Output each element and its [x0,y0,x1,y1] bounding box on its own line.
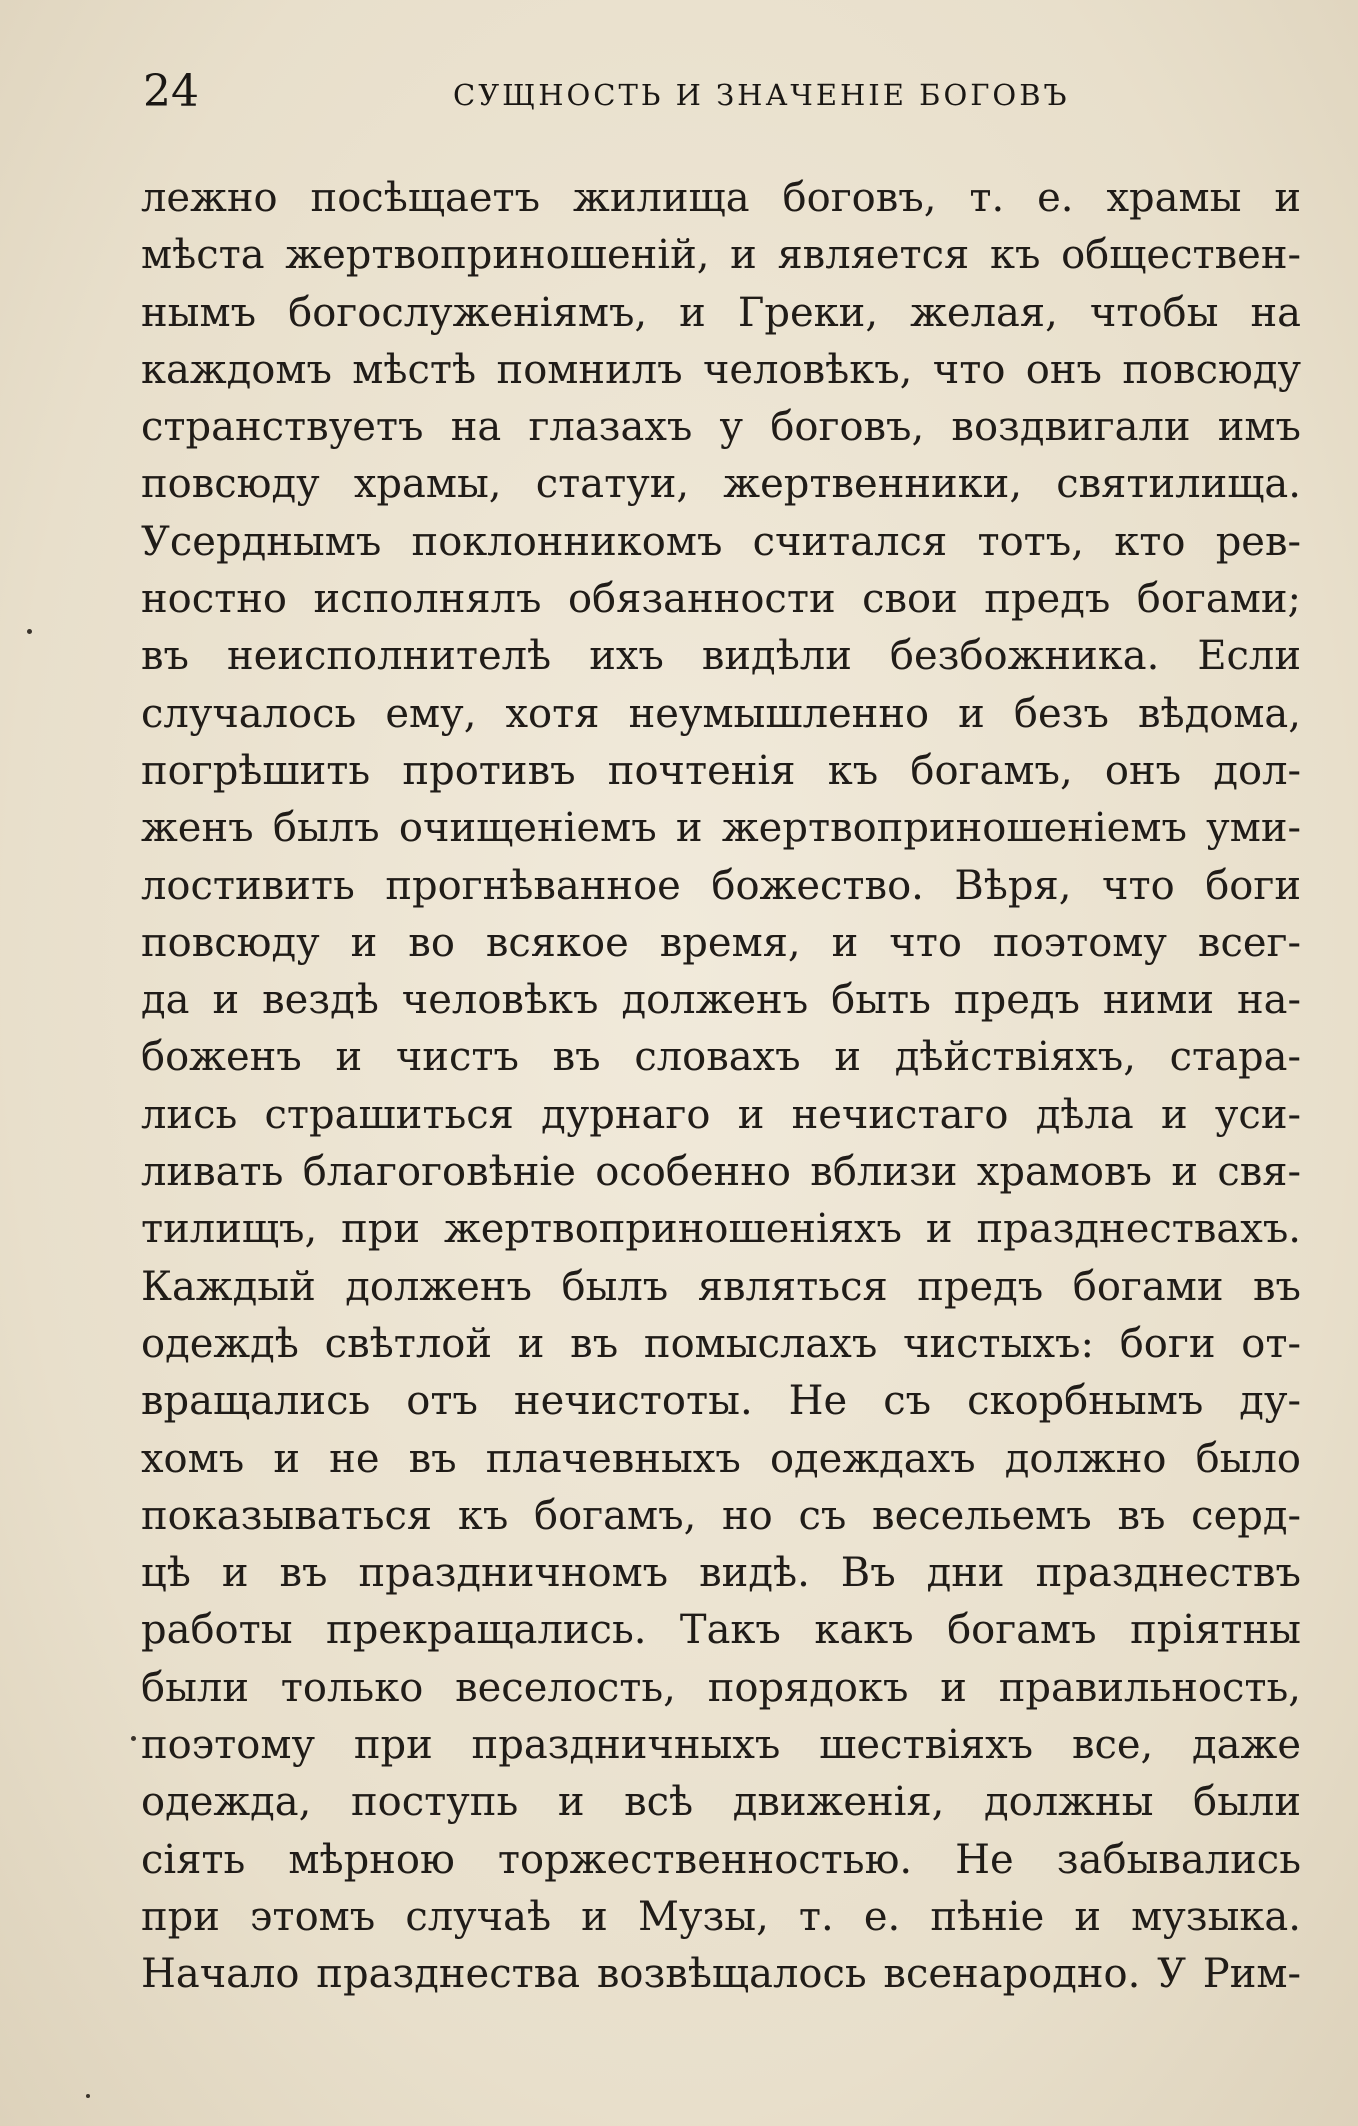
text-line: вращались отъ нечистоты. Не съ скорбнымъ ду- [141,1378,1301,1425]
text-line: Начало празднества возвѣщалось всенародно. У Рим- [141,1951,1301,1998]
text-line: хомъ и не въ плачевныхъ одеждахъ должно было [141,1435,1301,1482]
text-line: ливать благоговѣніе особенно вблизи храмовъ и свя- [141,1149,1301,1196]
text-line: цѣ и въ праздничномъ видѣ. Въ дни празднествъ [141,1550,1301,1597]
text-line: въ неисполнителѣ ихъ видѣли безбожника. Если [141,633,1301,680]
text-line: повсюду храмы, статуи, жертвенники, святилища. [141,461,1301,508]
text-line: да и вездѣ человѣкъ долженъ быть предъ ними на- [141,977,1301,1024]
text-line: нымъ богослуженіямъ, и Греки, желая, чтобы на [141,289,1301,336]
text-line: одеждѣ свѣтлой и въ помыслахъ чистыхъ: боги от- [141,1320,1301,1367]
text-line: показываться къ богамъ, но съ весельемъ въ серд- [141,1492,1301,1539]
text-line: тилищъ, при жертвоприношеніяхъ и празднествахъ. [141,1206,1301,1253]
paper-speck [86,2094,90,2098]
text-line: лись страшиться дурнаго и нечистаго дѣла и уси- [141,1091,1301,1138]
running-title: СУЩНОСТЬ И ЗНАЧЕНІЕ БОГОВЪ [453,78,1070,112]
text-line: одежда, поступь и всѣ движенія, должны были [141,1779,1301,1826]
text-line: женъ былъ очищеніемъ и жертвоприношеніемъ уми- [141,805,1301,852]
text-line: странствуетъ на глазахъ у боговъ, воздвигали имъ [141,404,1301,451]
text-line: сіять мѣрною торжественностью. Не забывались [141,1836,1301,1883]
text-line: работы прекращались. Такъ какъ богамъ пріятны [141,1607,1301,1654]
page-number: 24 [143,66,199,117]
text-line: Каждый долженъ былъ являться предъ богами въ [141,1263,1301,1310]
body-text [141,170,1301,2004]
text-line: погрѣшить противъ почтенія къ богамъ, онъ дол- [141,747,1301,794]
text-line: лежно посѣщаетъ жилища боговъ, т. е. храмы и [141,175,1301,221]
text-line: повсюду и во всякое время, и что поэтому всег- [141,919,1301,966]
text-line: поэтому при праздничныхъ шествіяхъ все, даже [141,1722,1301,1769]
paper-speck [27,629,32,634]
text-line: боженъ и чистъ въ словахъ и дѣйствіяхъ, стара- [141,1034,1301,1081]
text-line: каждомъ мѣстѣ помнилъ человѣкъ, что онъ повсюду [141,346,1301,393]
text-line: лостивить прогнѣванное божество. Вѣря, что боги [141,862,1301,909]
text-line: мѣста жертвоприношеній, и является къ обществен- [141,232,1301,279]
text-line: Усерднымъ поклонникомъ считался тотъ, кто рев- [141,518,1301,565]
text-line: были только веселость, порядокъ и правильность, [141,1664,1301,1711]
paper-speck [131,1736,136,1741]
text-line: при этомъ случаѣ и Музы, т. е. пѣніе и музыка. [141,1893,1301,1940]
text-line: ностно исполнялъ обязанности свои предъ богами; [141,576,1301,623]
text-line: случалось ему, хотя неумышленно и безъ вѣдома, [141,690,1301,737]
page-header [143,62,1303,122]
